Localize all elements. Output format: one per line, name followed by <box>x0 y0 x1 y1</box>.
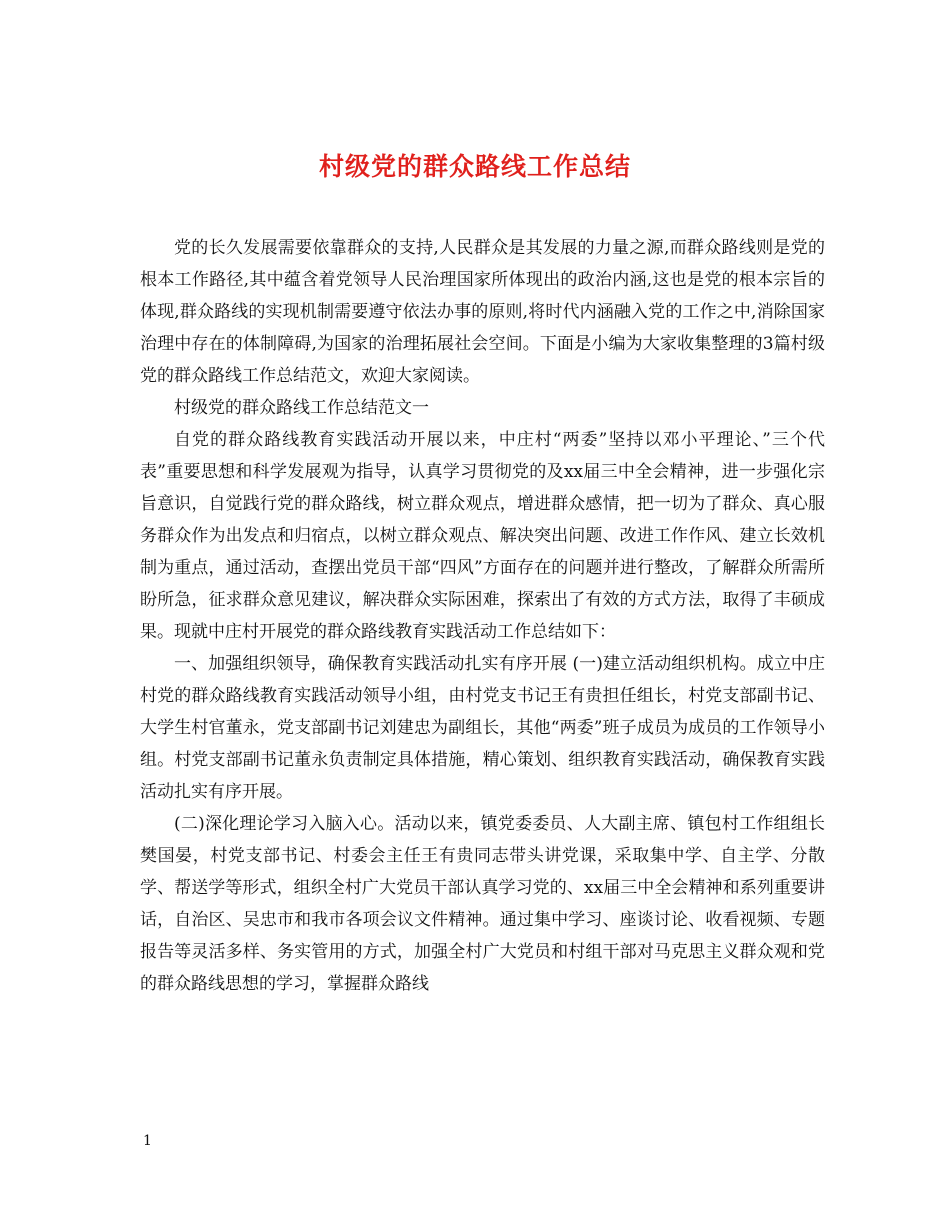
page-number: 1 <box>143 1133 152 1149</box>
paragraph-overview: 自党的群众路线教育实践活动开展以来，中庄村“两委”坚持以邓小平理论、”三个代表”重要思想和科学发展观为指导，认真学习贯彻党的及xx届三中全会精神，进一步强化宗旨意识，自觉践行党的群众路线，树立群众观点，增进群众感情，把一切为了群众、真心服务群众作为出发点和归宿点，以树立群众观点、解决突出问题、改进工作作风、建立长效机制为重点，通过活动，查摆出党员干部“四风”方面存在的问题并进行整改，了解群众所需所盼所急，征求群众意见建议，解决群众实际困难，探索出了有效的方式方法，取得了丰硕成果。现就中庄村开展党的群众路线教育实践活动工作总结如下： <box>140 430 825 642</box>
document-body <box>140 232 825 1000</box>
paragraph-intro: 党的长久发展需要依靠群众的支持,人民群众是其发展的力量之源,而群众路线则是党的根本工作路径,其中蕴含着党领导人民治理国家所体现出的政治内涵,这也是党的根本宗旨的体现,群众路线的实现机制需要遵守依法办事的原则,将时代内涵融入党的工作之中,消除国家治理中存在的体制障碍,为国家的治理拓展社会空间。下面是小编为大家收集整理的3篇村级党的群众路线工作总结范文，欢迎大家阅读。 <box>140 238 825 386</box>
document-title: 村级党的群众路线工作总结 <box>318 151 631 181</box>
paragraph-subtitle: 村级党的群众路线工作总结范文一 <box>174 398 429 418</box>
paragraph-section-one: 一、加强组织领导，确保教育实践活动扎实有序开展 (一)建立活动组织机构。成立中庄村党的群众路线教育实践活动领导小组，由村党支书记王有贵担任组长，村党支部副书记、大学生村官董永，党支部副书记刘建忠为副组长，其他“两委”班子成员为成员的工作领导小组。村党支部副书记董永负责制定具体措施，精心策划、组织教育实践活动，确保教育实践活动扎实有序开展。 <box>140 654 825 802</box>
paragraph-section-two: (二)深化理论学习入脑入心。活动以来，镇党委委员、人大副主席、镇包村工作组组长樊国晏，村党支部书记、村委会主任王有贵同志带头讲党课，采取集中学、自主学、分散学、帮送学等形式，组织全村广大党员干部认真学习党的、xx届三中全会精神和系列重要讲话，自治区、吴忠市和我市各项会议文件精神。通过集中学习、座谈讨论、收看视频、专题报告等灵活多样、务实管用的方式，加强全村广大党员和村组干部对马克思主义群众观和党的群众路线思想的学习，掌握群众路线 <box>140 814 825 994</box>
